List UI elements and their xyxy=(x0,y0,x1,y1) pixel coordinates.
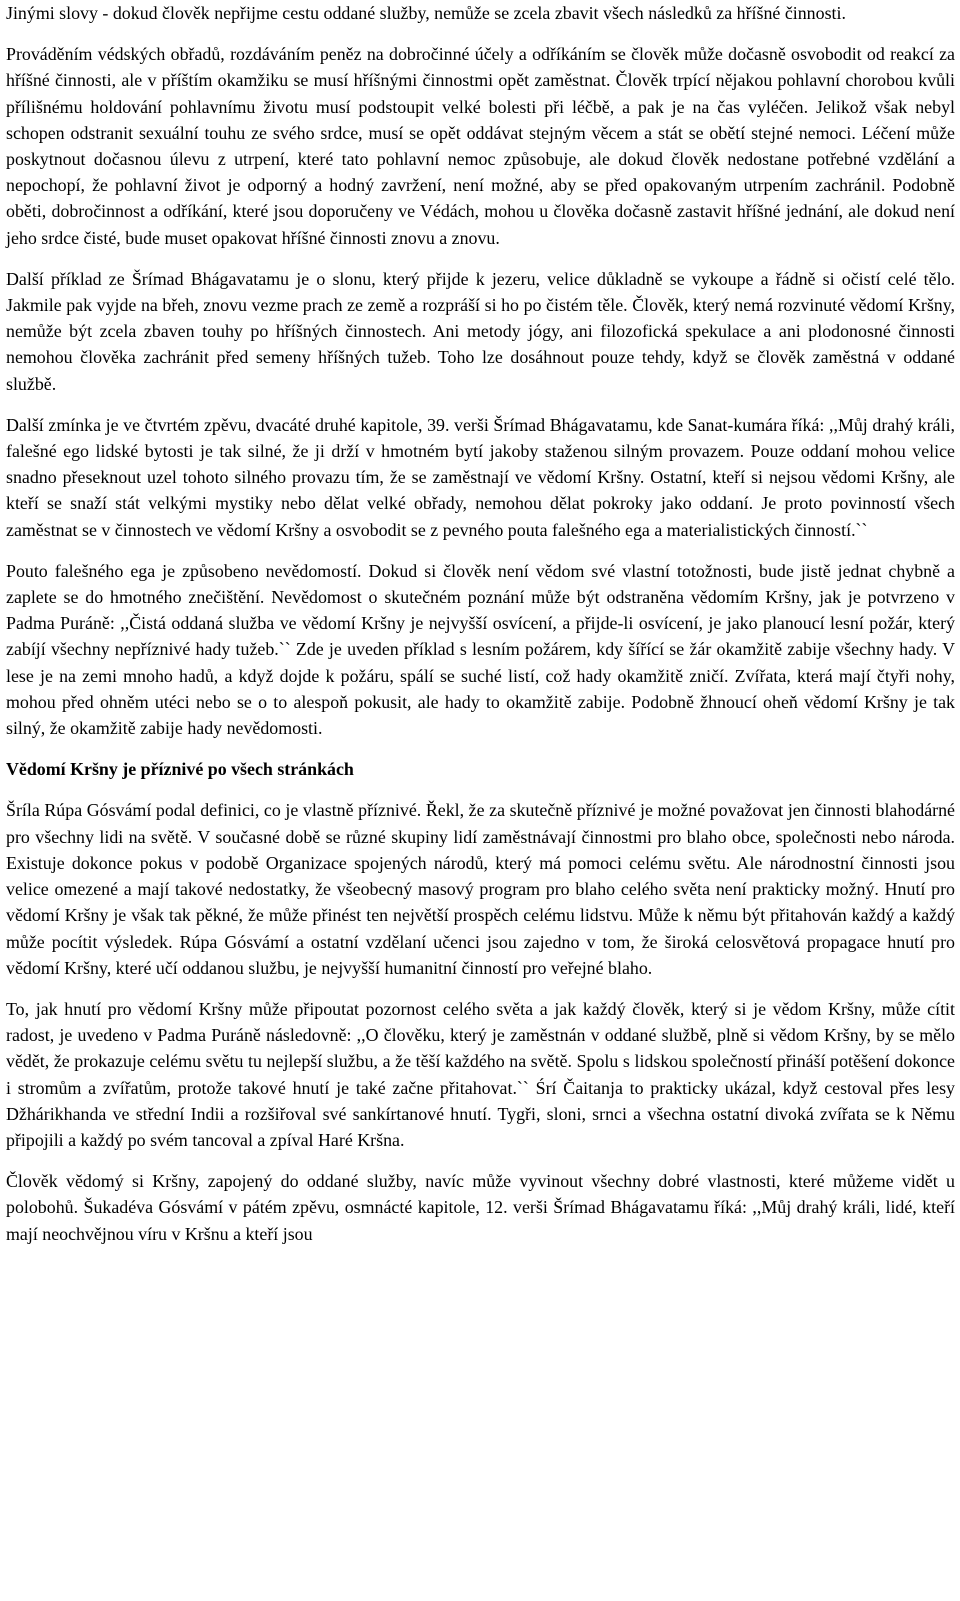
paragraph-3: Další příklad ze Šrímad Bhágavatamu je o slonu, který přijde k jezeru, velice důkladně se vykoupe a řádně si očistí celé tělo. Jakmile pak vyjde na břeh, znovu vezme prach ze země a rozpráší si ho po čistém těle. Člověk, který nemá rozvinuté vědomí Kršny, nemůže být zcela zbaven touhy po hříšných činnostech. Ani metody jógy, ani filozofická spekulace a ani plodonosné činnosti nemohou člověka zachránit před semeny hříšných tužeb. Toho lze dosáhnout pouze tehdy, když se člověk zaměstná v oddané službě. xyxy=(6,268,955,394)
paragraph-6: Šríla Rúpa Gósvámí podal definici, co je vlastně příznivé. Řekl, že za skutečně příznivé je možné považovat jen činnosti blahodárné pro všechny lidi na světě. V současné době se různé skupiny lidí zaměstnávají činnostmi pro blaho obce, společnosti nebo národa. Existuje dokonce pokus v podobě Organizace spojených národů, který má pomoci celému světu. Ale národnostní činnosti jsou velice omezené a mají takové nedostatky, že všeobecný masový program pro blaho celého světa není prakticky možný. Hnutí pro vědomí Kršny je však tak pěkné, že může přinést ten největší prospěch celému lidstvu. Může k němu být přitahován každý a každý může pocítit výsledek. Rúpa Gósvámí a ostatní vzdělaní učenci jsou zajedno v tom, že široká celosvětová propagace hnutí pro vědomí Kršny, které učí oddanou službu, je nejvyšší humanitní činností pro veřejné blaho. xyxy=(6,800,955,978)
paragraph-1: Jinými slovy - dokud člověk nepřijme cestu oddané služby, nemůže se zcela zbavit všech následků za hříšné činnosti. xyxy=(6,3,846,23)
paragraph-4: Další zmínka je ve čtvrtém zpěvu, dvacáté druhé kapitole, 39. verši Šrímad Bhágavatamu, kde Sanat-kumára říká: ,,Můj drahý králi, falešné ego lidské bytosti je tak silné, že ji drží v hmotném bytí jakoby staženou silným provazem. Pouze oddaní mohou velice snadno přeseknout uzel tohoto silného provazu tím, že se zaměstnají ve vědomí Kršny. Ostatní, kteří si nejsou vědomi Kršny, ale kteří se snaží stát velkými mystiky nebo dělat velké obřady, nemohou dělat pokroky jako oddaní. Je proto povinností všech zaměstnat se v činnostech ve vědomí Kršny a osvobodit se z pevného pouta falešného ega a materialistických činností.`` xyxy=(6,414,955,540)
paragraph-2: Prováděním védských obřadů, rozdáváním peněz na dobročinné účely a odříkáním se člověk může dočasně osvobodit od reakcí za hříšné činnosti, ale v příštím okamžiku se musí hříšnými činnostmi opět zaměstnat. Člověk trpící nějakou pohlavní chorobou kvůli přílišnému holdování pohlavnímu životu musí podstoupit velké bolesti při léčbě, a pak je na čas vyléčen. Jelikož však nebyl schopen odstranit sexuální touhu ze svého srdce, musí se opět oddávat stejným věcem a stát se obětí stejné nemoci. Léčení může poskytnout dočasnou úlevu z utrpení, které tato pohlavní nemoc způsobuje, ale dokud člověk nedostane potřebné vzdělání a nepochopí, že pohlavní život je odporný a hodný zavržení, není možné, aby se před opakovaným utrpením zachránil. Podobně oběti, dobročinnost a odříkání, které jsou doporučeny ve Védách, mohou u člověka dočasně zastavit hříšné jednání, ale dokud není jeho srdce čisté, bude muset opakovat hříšné činnosti znovu a znovu. xyxy=(6,44,955,248)
paragraph-8: Člověk vědomý si Kršny, zapojený do oddané služby, navíc může vyvinout všechny dobré vlastnosti, které můžeme vidět u polobohů. Šukadéva Gósvámí v pátém zpěvu, osmnácté kapitole, 12. verši Šrímad Bhágavatamu říká: ,,Můj drahý králi, lidé, kteří mají neochvějnou víru v Kršnu a kteří jsou xyxy=(6,1171,955,1244)
paragraph-7: To, jak hnutí pro vědomí Kršny může připoutat pozornost celého světa a jak každý člověk, který si je vědom Kršny, může cítit radost, je uvedeno v Padma Puráně následovně: ,,O člověku, který je zaměstnán v oddané službě, plně si vědom Kršny, by se mělo vědět, že prokazuje celému světu tu nejlepší službu, a že těší každého na světě. Spolu s lidskou společností přináší potěšení dokonce i stromům a zvířatům, protože takové hnutí je také začne přitahovat.`` Śrí Čaitanja to prakticky ukázal, když cestoval přes lesy Džhárikhanda ve střední Indii a rozšiřoval své sankírtanové hnutí. Tygři, sloni, srnci a všechna ostatní divoká zvířata se k Němu připojili a každý po svém tancoval a zpíval Haré Kršna. xyxy=(6,998,955,1150)
section-heading: Vědomí Kršny je příznivé po všech stránkách xyxy=(6,759,354,780)
paragraph-5: Pouto falešného ega je způsobeno nevědomostí. Dokud si člověk není vědom své vlastní totožnosti, bude jistě jednat chybně a zaplete se do hmotného znečištění. Nevědomost o skutečném poznání může být odstraněna vědomím Kršny, jak je potvrzeno v Padma Puráně: ,,Čistá oddaná služba ve vědomí Kršny je nejvyšší osvícení, a přijde-li osvícení, je jako planoucí lesní požár, který zabíjí všechny nepříznivé hady tužeb.`` Zde je uveden příklad s lesním požárem, kdy šířící se žár okamžitě zabije všechny hady. V lese je na zemi mnoho hadů, a když dojde k požáru, spálí se suché listí, což hady okamžitě zničí. Zvířata, která mají čtyři nohy, mohou před ohněm utéci nebo se o to alespoň pokusit, ale hady to okamžitě zabije. Podobně žhnoucí oheň vědomí Kršny je tak silný, že okamžitě zabije hady nevědomosti. xyxy=(6,560,955,739)
